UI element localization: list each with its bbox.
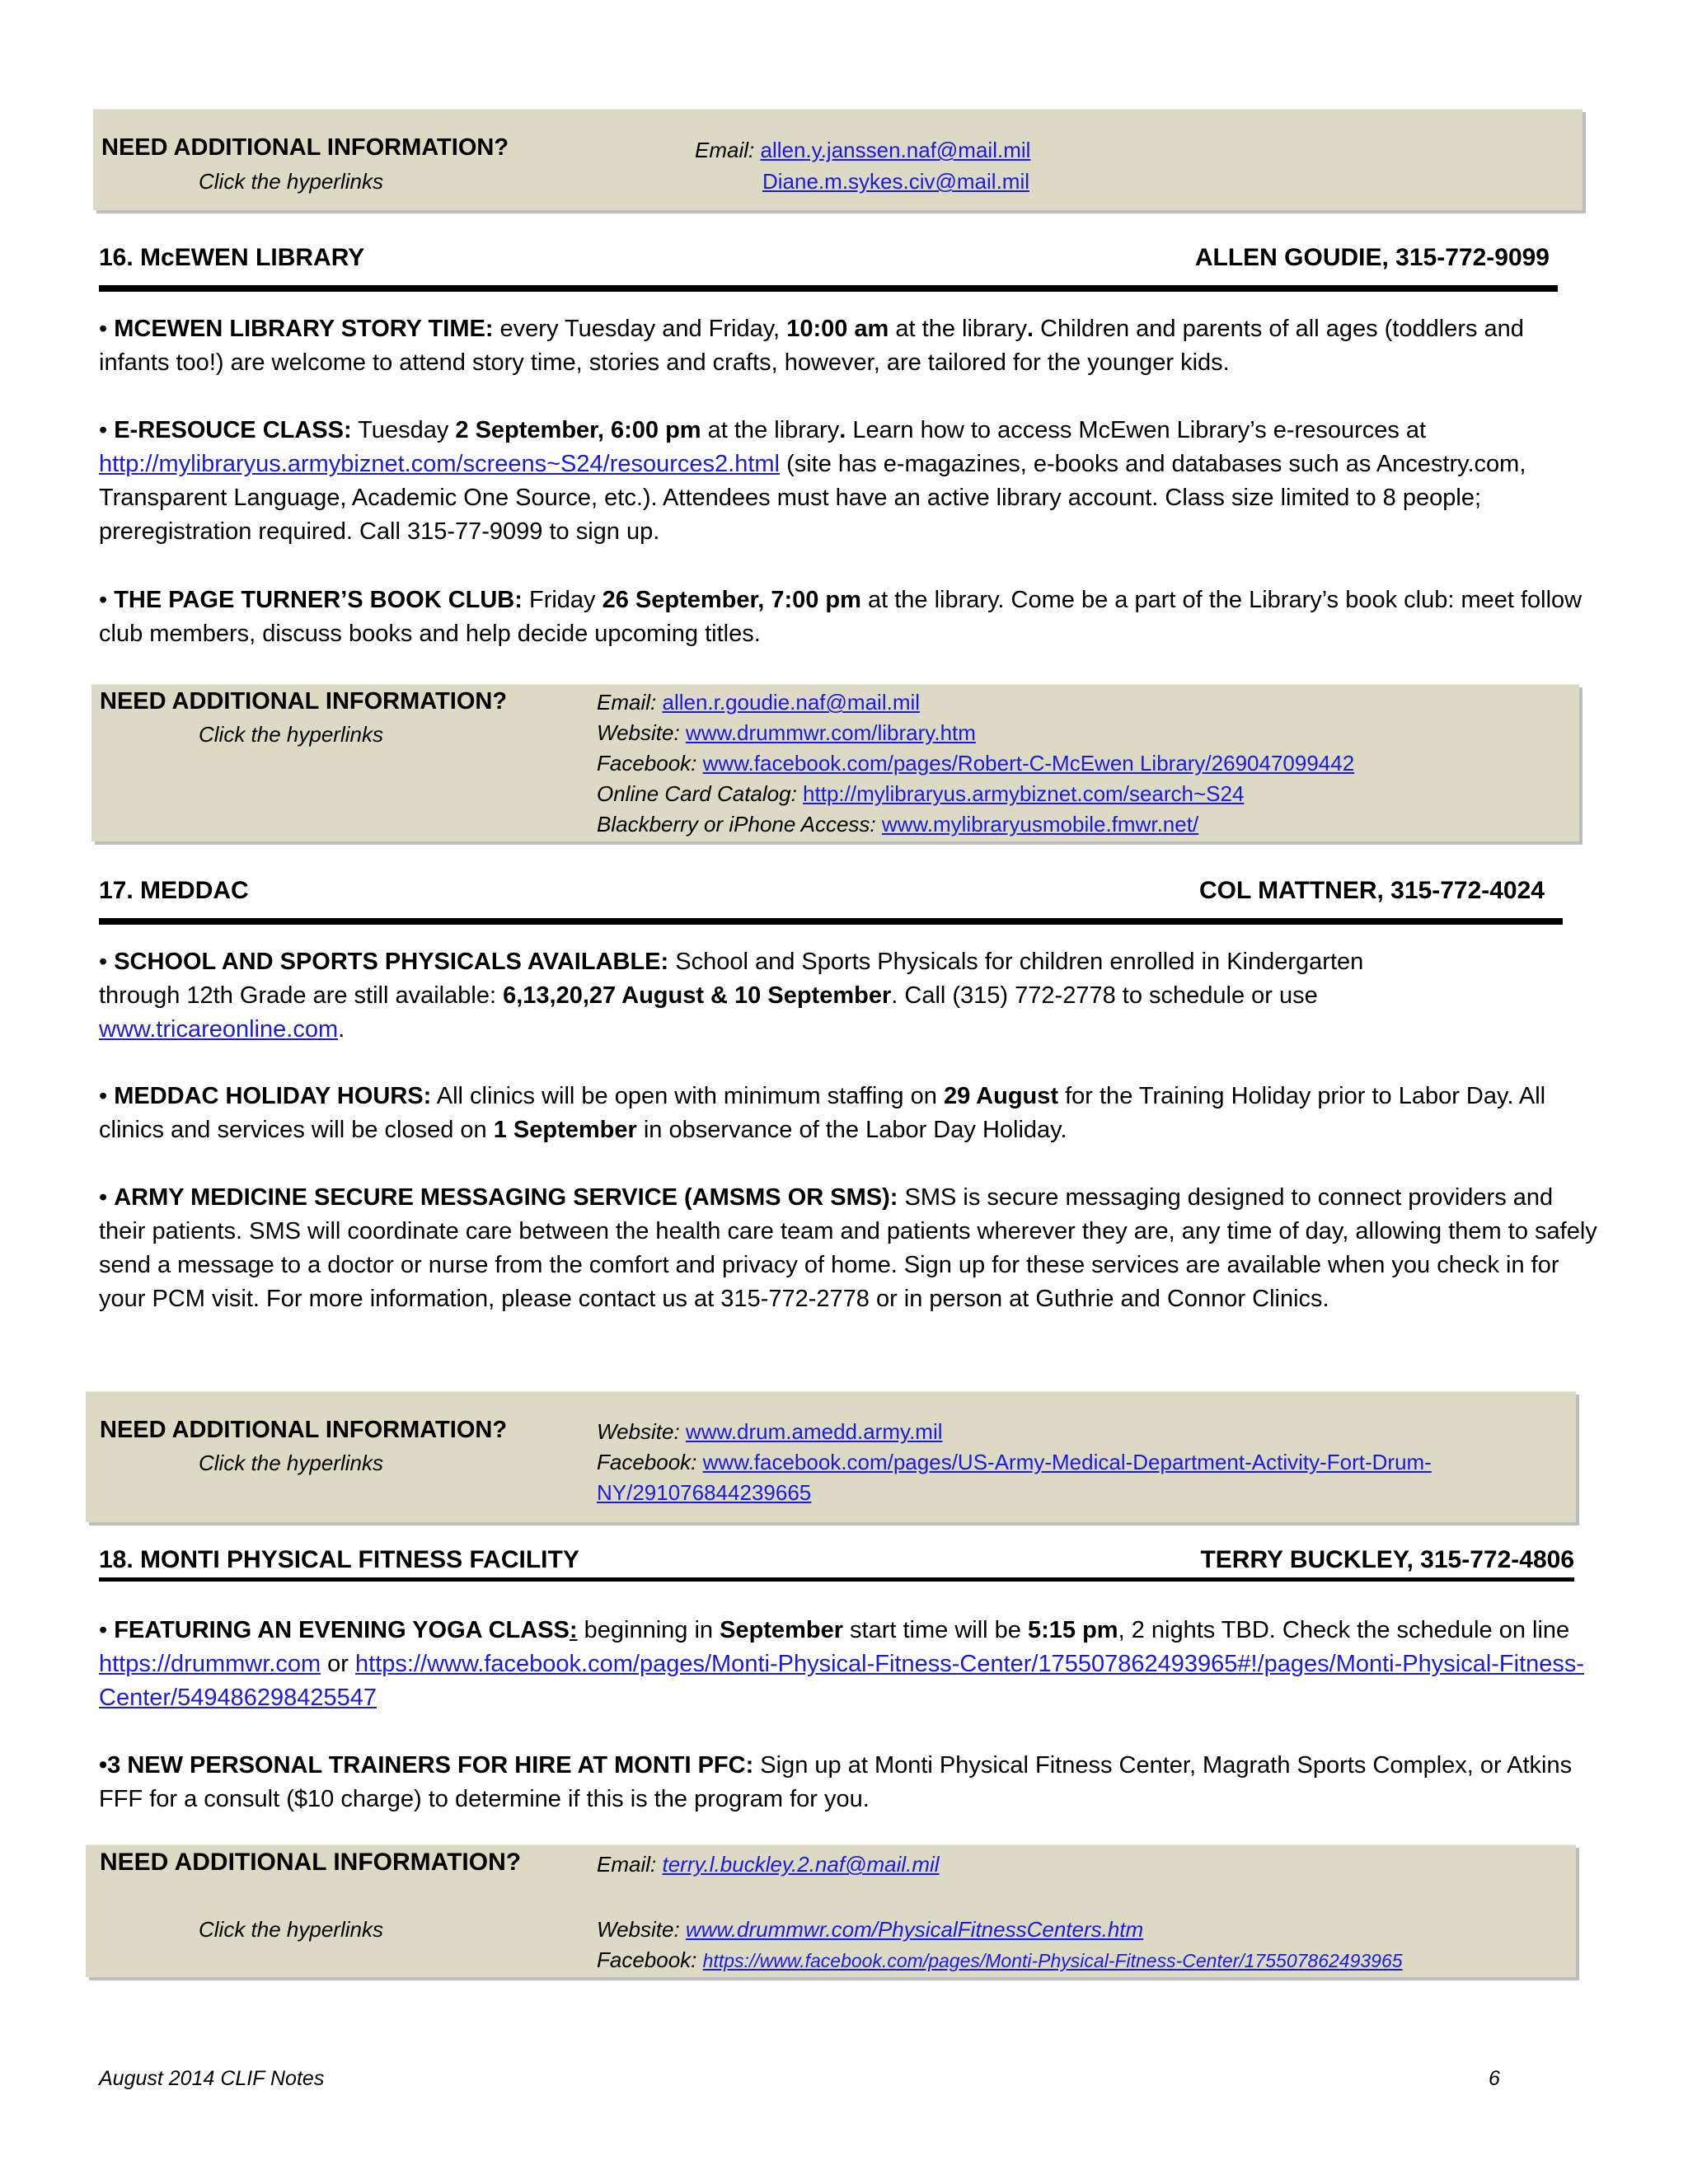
text: or	[321, 1651, 356, 1677]
bullet: •	[99, 1184, 115, 1211]
facebook-link[interactable]: www.facebook.com/pages/Robert-C-McEwen Library/269047099442	[702, 751, 1355, 776]
facebook-link[interactable]: www.facebook.com/pages/US-Army-Medical-Department-Activity-Fort-Drum-	[702, 1450, 1432, 1474]
bullet: •	[99, 417, 115, 443]
info-box-library	[91, 684, 1579, 841]
info-heading: NEED ADDITIONAL INFORMATION?	[100, 688, 508, 715]
holiday-hours-heading: MEDDAC HOLIDAY HOURS:	[114, 1083, 432, 1109]
website-label: Website:	[597, 720, 680, 745]
text: every Tuesday and Friday,	[493, 316, 787, 342]
physicals-heading: SCHOOL AND SPORTS PHYSICALS AVAILABLE:	[114, 949, 669, 975]
website-link[interactable]: www.drum.amedd.army.mil	[685, 1419, 943, 1444]
date: 1 September	[493, 1117, 637, 1143]
time: 10:00 am	[786, 316, 889, 342]
time: 5:15 pm	[1027, 1617, 1118, 1643]
text: .	[338, 1016, 345, 1043]
text: for the Training Holiday prior to Labor Day. All clinics and services will be closed on	[99, 1083, 1546, 1143]
dates: 6,13,20,27 August & 10 September	[503, 982, 892, 1009]
info-subheading: Click the hyperlinks	[199, 1917, 383, 1942]
section-16-title: 16. McEWEN LIBRARY	[99, 244, 365, 271]
mobile-link[interactable]: www.mylibraryusmobile.fmwr.net/	[881, 812, 1199, 837]
catalog-label: Online Card Catalog:	[597, 781, 797, 806]
email-label: Email:	[597, 690, 657, 715]
email-row-2	[762, 169, 1029, 194]
text: .	[1026, 316, 1034, 342]
email-label: Email:	[695, 138, 755, 162]
text: Children and parents of all ages (toddlers and infants too!) are welcome to attend story time, stories and crafts, however, are tailored for the younger kids.	[99, 316, 1524, 376]
email-link-sykes[interactable]: Diane.m.sykes.civ@mail.mil	[762, 169, 1029, 194]
website-row	[597, 1419, 943, 1445]
catalog-row	[597, 781, 1244, 807]
physicals-paragraph	[99, 945, 1599, 1047]
trainers-paragraph	[99, 1749, 1599, 1816]
info-heading: NEED ADDITIONAL INFORMATION?	[100, 1849, 522, 1876]
sms-heading: ARMY MEDICINE SECURE MESSAGING SERVICE (AMSMS OR SMS):	[114, 1184, 898, 1211]
story-time-paragraph	[99, 312, 1599, 380]
eresource-heading: E-RESOUCE CLASS:	[114, 417, 352, 443]
email-label: Email:	[597, 1852, 657, 1877]
page-number: 6	[1489, 2067, 1500, 2090]
date: 29 August	[943, 1083, 1059, 1109]
website-row	[597, 1917, 1143, 1943]
facebook-link-cont[interactable]: NY/291076844239665	[597, 1480, 812, 1505]
mobile-label: Blackberry or iPhone Access:	[597, 812, 876, 837]
website-link[interactable]: www.drummwr.com/PhysicalFitnessCenters.htm	[685, 1917, 1144, 1942]
section-18-contact: TERRY BUCKLEY, 315-772-4806	[1200, 1546, 1574, 1573]
tricare-link[interactable]: www.tricareonline.com	[99, 1016, 339, 1043]
date: 2 September, 6:00 pm	[455, 417, 701, 443]
eresource-link[interactable]: http://mylibraryus.armybiznet.com/screens~S24/resources2.html	[99, 451, 781, 477]
text: in observance of the Labor Day Holiday.	[636, 1117, 1067, 1143]
facebook-row	[597, 1947, 1403, 1973]
facebook-row	[597, 751, 1354, 776]
mobile-row	[597, 812, 1198, 837]
text: start time will be	[842, 1617, 1028, 1643]
story-time-heading: MCEWEN LIBRARY STORY TIME:	[114, 316, 494, 342]
info-box-meddac	[86, 1391, 1576, 1522]
text: , 2 nights TBD. Check the schedule on line	[1118, 1617, 1570, 1643]
facebook-label: Facebook:	[597, 751, 697, 776]
holiday-hours-paragraph	[99, 1080, 1599, 1147]
text: Learn how to access McEwen Library’s e-resources at	[846, 417, 1427, 443]
text: All clinics will be open with minimum staffing on	[431, 1083, 944, 1109]
text: School and Sports Physicals for children enrolled in Kindergarten	[668, 949, 1364, 975]
drummwr-link[interactable]: https://drummwr.com	[99, 1651, 321, 1677]
book-club-paragraph	[99, 583, 1599, 651]
facebook-row-cont	[597, 1480, 811, 1506]
yoga-paragraph	[99, 1614, 1599, 1715]
text: .	[839, 417, 846, 443]
text: Tuesday	[351, 417, 456, 443]
section-18-title: 18. MONTI PHYSICAL FITNESS FACILITY	[99, 1546, 579, 1573]
text: . Call (315) 772-2778 to schedule or use	[891, 982, 1318, 1009]
text: at the library	[701, 417, 840, 443]
email-row	[695, 138, 1030, 163]
info-heading: NEED ADDITIONAL INFORMATION?	[100, 1417, 508, 1443]
section-17-rule	[99, 918, 1563, 925]
info-box-monti	[86, 1844, 1576, 1977]
catalog-link[interactable]: http://mylibraryus.armybiznet.com/search~S24	[803, 781, 1245, 806]
text: SMS is secure messaging designed to connect providers and their patients. SMS will coordinate care between the health care team and patients wherever they are, any time of day, allowing them to safely send a message to a doctor or nurse from the comfort and privacy of home. Sign up for these services are available when you check in for your PCM visit. For more information, please contact us at 315-772-2778 or in person at Guthrie and Connor Clinics.	[99, 1184, 1597, 1312]
bullet: •	[99, 316, 115, 342]
website-label: Website:	[597, 1917, 680, 1942]
email-row	[597, 690, 920, 715]
facebook-label: Facebook:	[597, 1450, 697, 1474]
info-subheading: Click the hyperlinks	[199, 722, 383, 747]
facebook-link[interactable]: https://www.facebook.com/pages/Monti-Physical-Fitness-Center/175507862493965	[702, 1950, 1403, 1971]
text: Friday	[522, 587, 603, 613]
info-box-top	[93, 109, 1582, 210]
text: Sign up at Monti Physical Fitness Center, Magrath Sports Complex, or Atkins FFF for a consult ($10 charge) to determine if this is the program for you.	[99, 1752, 1573, 1812]
facebook-label: Facebook:	[597, 1947, 697, 1972]
email-link[interactable]: allen.r.goudie.naf@mail.mil	[662, 690, 921, 715]
sms-paragraph	[99, 1181, 1599, 1316]
text: (site has e-magazines, e-books and databases such as Ancestry.com, Transparent Language, Academic One Source, etc.). Attendees must have an active library account. Class size limited to 8 people; preregistration required. Call 315-77-9099 to sign up.	[99, 451, 1526, 545]
book-club-heading: THE PAGE TURNER’S BOOK CLUB:	[114, 587, 523, 613]
section-17-title: 17. MEDDAC	[99, 877, 249, 904]
facebook-row	[597, 1450, 1432, 1475]
text: at the library	[889, 316, 1027, 342]
info-subheading: Click the hyperlinks	[199, 1451, 383, 1475]
trainers-heading: •3 NEW PERSONAL TRAINERS FOR HIRE AT MONTI PFC:	[99, 1752, 754, 1779]
date: 26 September, 7:00 pm	[602, 587, 861, 613]
bullet: •	[99, 949, 115, 975]
email-link-janssen[interactable]: allen.y.janssen.naf@mail.mil	[760, 138, 1031, 162]
footer-title: August 2014 CLIF Notes	[99, 2067, 325, 2090]
monti-facebook-link[interactable]: https://www.facebook.com/pages/Monti-Physical-Fitness-Center/175507862493965#!/pages/Monti-Physical-Fitness-Center/549486298425547	[99, 1651, 1585, 1711]
email-row	[597, 1852, 940, 1877]
section-16-rule	[99, 285, 1558, 292]
text: :	[569, 1617, 578, 1643]
info-subheading: Click the hyperlinks	[199, 169, 383, 194]
info-heading: NEED ADDITIONAL INFORMATION?	[101, 134, 509, 161]
section-18-rule	[99, 1577, 1574, 1582]
month: September	[720, 1617, 843, 1643]
text: through 12th Grade are still available:	[99, 982, 504, 1009]
website-label: Website:	[597, 1419, 680, 1444]
section-16-contact: ALLEN GOUDIE, 315-772-9099	[1194, 244, 1550, 271]
eresource-paragraph	[99, 414, 1599, 549]
yoga-heading: FEATURING AN EVENING YOGA CLASS	[114, 1617, 570, 1643]
section-17-contact: COL MATTNER, 315-772-4024	[1198, 877, 1545, 904]
email-link[interactable]: terry.l.buckley.2.naf@mail.mil	[662, 1852, 940, 1877]
bullet: •	[99, 1617, 115, 1643]
website-link[interactable]: www.drummwr.com/library.htm	[685, 720, 976, 745]
website-row	[597, 720, 976, 746]
text: at the library. Come be a part of the Library’s book club: meet follow club members, discuss books and help decide upcoming titles.	[99, 587, 1582, 647]
bullet: •	[99, 1083, 115, 1109]
text: beginning in	[577, 1617, 720, 1643]
bullet: •	[99, 587, 115, 613]
